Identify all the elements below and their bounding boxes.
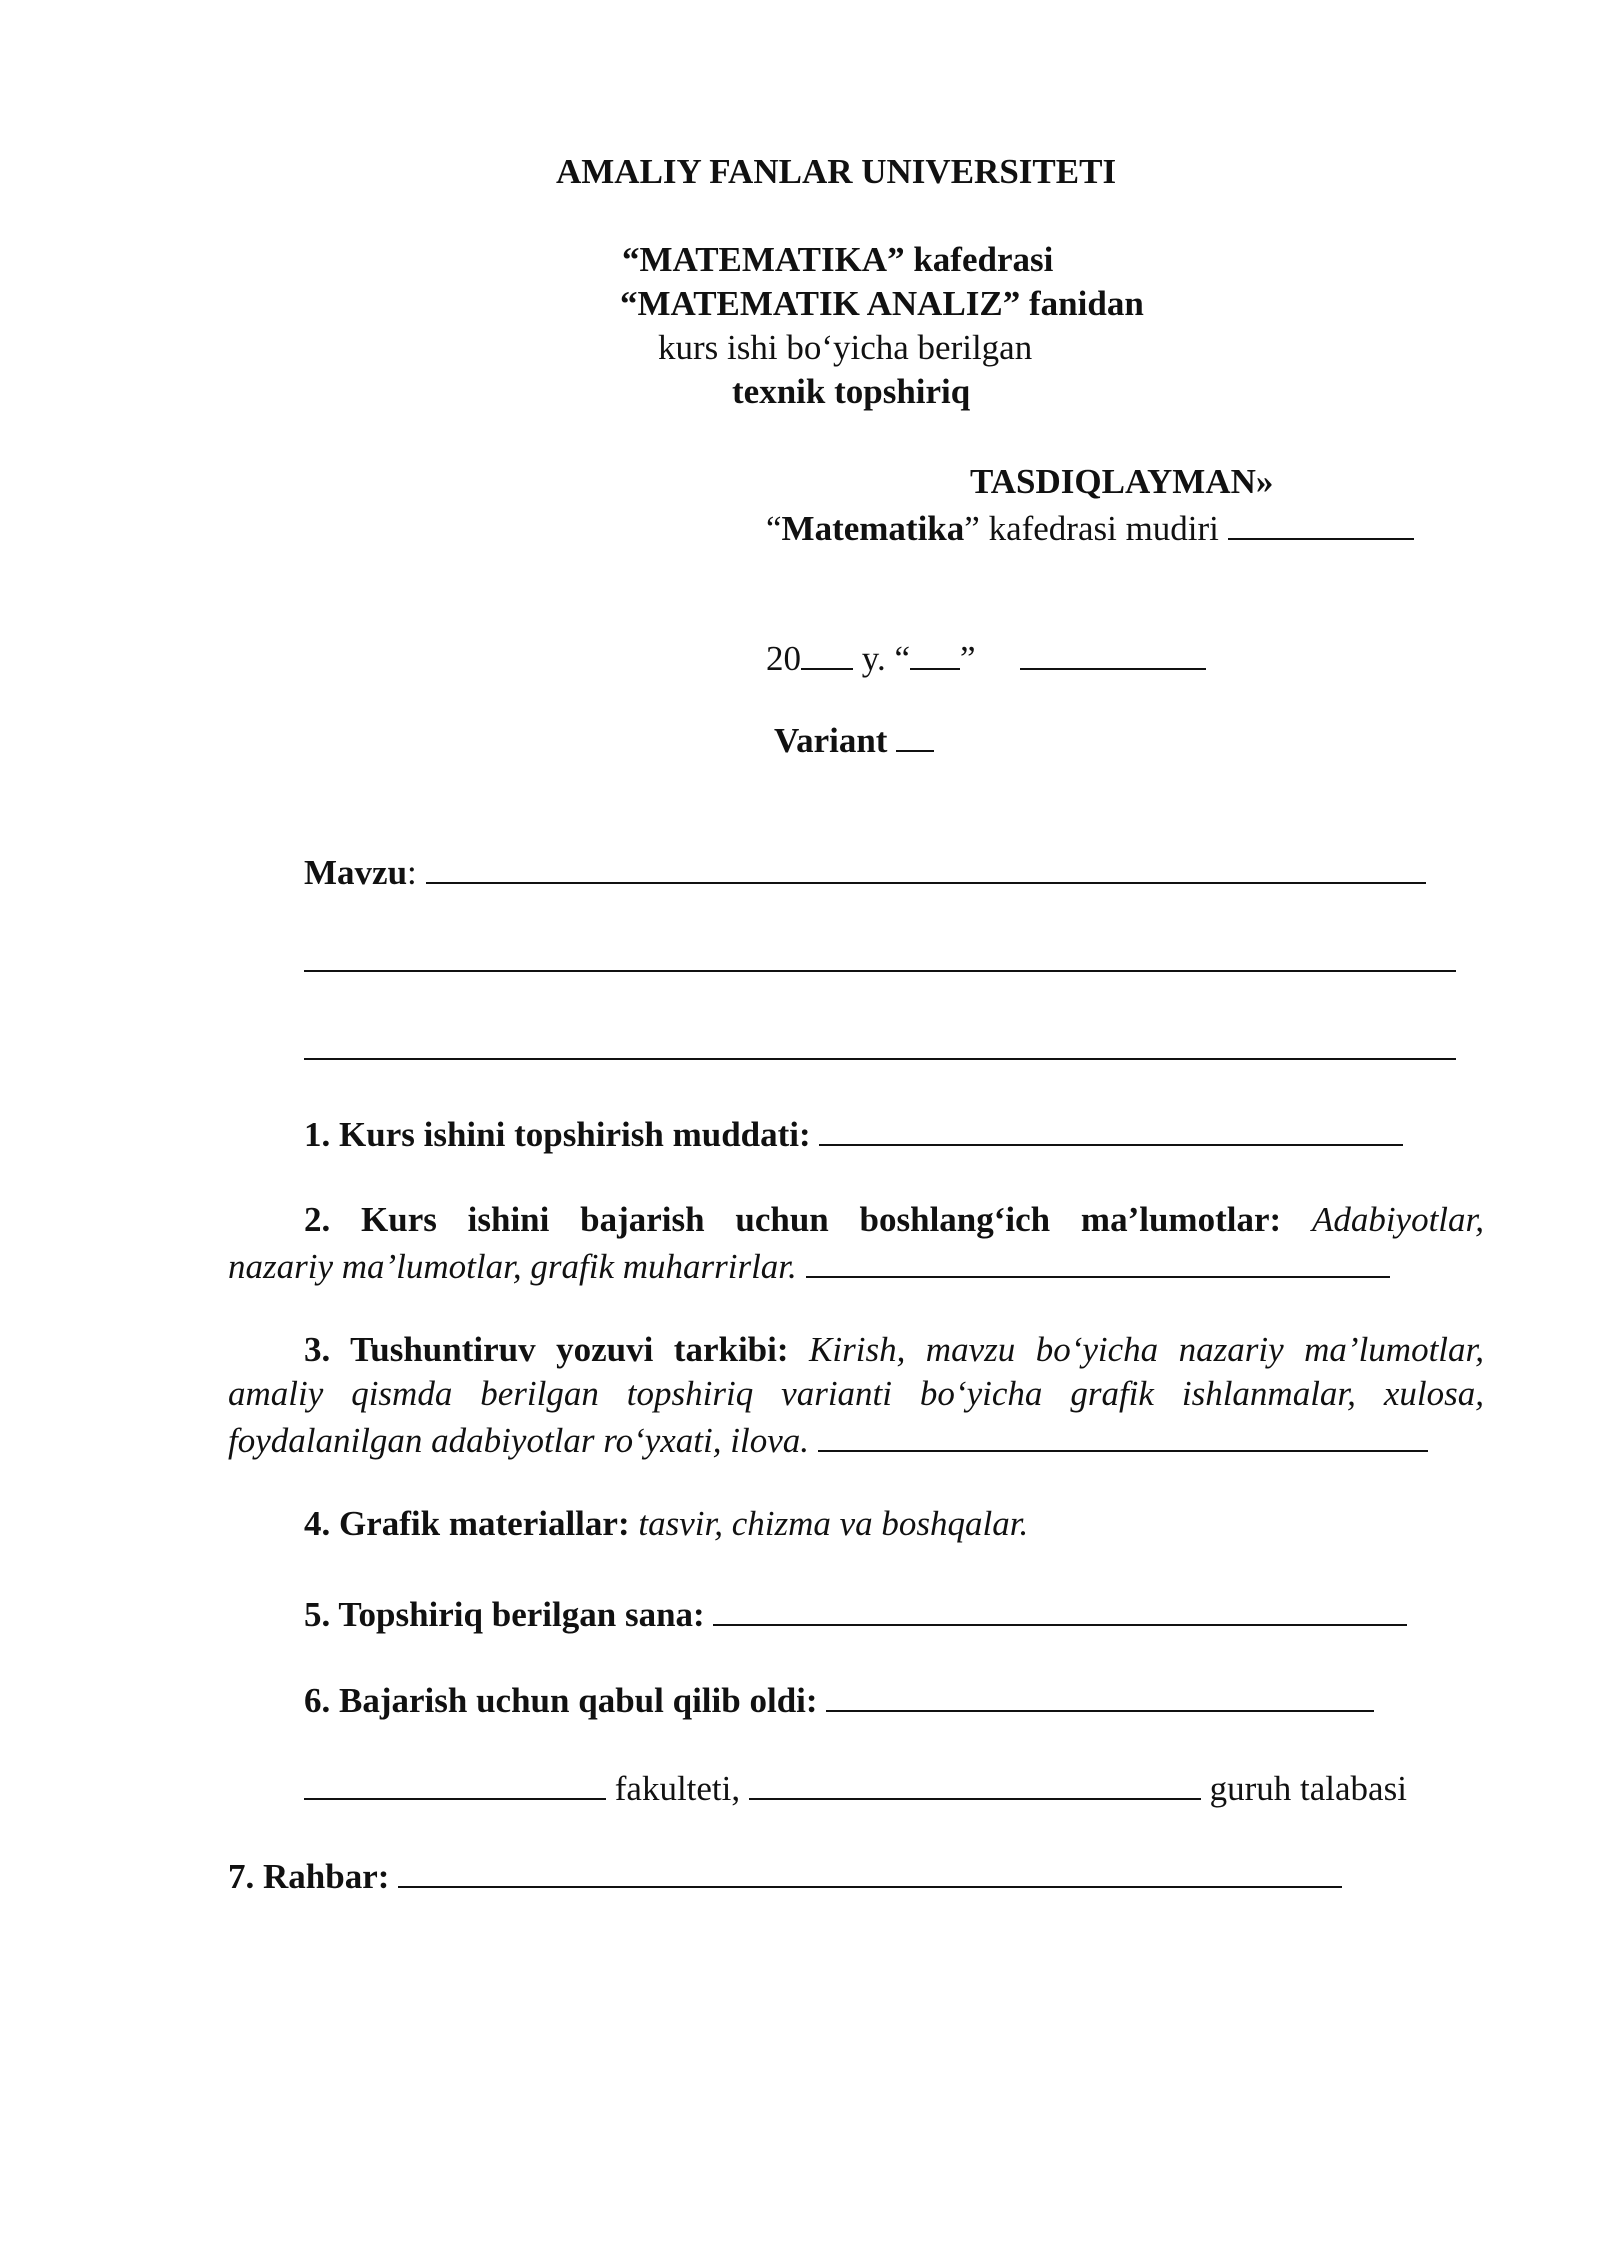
item-2-row-1	[228, 1198, 1484, 1242]
item-4-text: tasvir, chizma va boshqalar.	[638, 1504, 1029, 1543]
item-7-label: 7. Rahbar:	[228, 1857, 390, 1896]
item-4-label: 4. Grafik materiallar:	[304, 1504, 630, 1543]
item-3-blank[interactable]	[818, 1416, 1428, 1452]
faculty-label: fakulteti,	[614, 1769, 741, 1808]
day-blank[interactable]	[910, 634, 960, 670]
item-2-text-1: Adabiyotlar,	[1311, 1200, 1485, 1239]
item-6-label: 6. Bajarish uchun qabul qilib oldi:	[304, 1681, 818, 1720]
document-type: texnik topshiriq	[732, 372, 971, 411]
topic-blank-1[interactable]	[426, 848, 1426, 884]
date-prefix: 20	[766, 639, 801, 678]
approval-date	[766, 634, 1206, 681]
variant-label: Variant	[774, 721, 888, 760]
variant-blank[interactable]	[896, 716, 934, 752]
item-3-row-3	[228, 1416, 1484, 1463]
item-7	[228, 1852, 1342, 1899]
group-blank[interactable]	[749, 1764, 1201, 1800]
date-close-quote: ”	[960, 639, 976, 678]
signer-role: ” kafedrasi mudiri	[964, 509, 1219, 548]
item-2-text-2: nazariy ma’lumotlar, grafik muharrirlar.	[228, 1247, 797, 1286]
item-3-text-3: foydalanilgan adabiyotlar ro‘yxati, ilova.	[228, 1421, 809, 1460]
item-2-label: 2. Kurs ishini bajarish uchun boshlang‘ich ma’lumotlar:	[304, 1200, 1282, 1239]
item-7-blank[interactable]	[398, 1852, 1342, 1888]
item-3-row-1	[228, 1328, 1484, 1372]
item-3	[228, 1328, 1484, 1463]
course-work-line: kurs ishi bo‘yicha berilgan	[658, 328, 1033, 367]
item-1	[304, 1110, 1403, 1157]
item-1-blank[interactable]	[819, 1110, 1403, 1146]
subject-title: “MATEMATIK ANALIZ” fanidan	[620, 284, 1144, 323]
topic-blank-2[interactable]	[304, 970, 1456, 972]
item-5	[304, 1590, 1407, 1637]
department-name: Matematika	[781, 509, 965, 548]
item-3-text-1: Kirish, mavzu bo‘yicha nazariy ma’lumotlar,	[809, 1330, 1485, 1369]
year-blank[interactable]	[801, 634, 853, 670]
student-line	[304, 1764, 1407, 1811]
item-5-label: 5. Topshiriq berilgan sana:	[304, 1595, 705, 1634]
university-title: AMALIY FANLAR UNIVERSITETI	[556, 152, 1117, 191]
group-label: guruh talabasi	[1209, 1769, 1407, 1808]
faculty-blank[interactable]	[304, 1764, 606, 1800]
item-6-blank[interactable]	[826, 1676, 1374, 1712]
item-3-row-2	[228, 1372, 1484, 1416]
variant-line	[774, 716, 934, 763]
item-3-text-2: amaliy qismda berilgan topshiriq varianti bo‘yicha grafik ishlanmalar, xulosa,	[228, 1374, 1484, 1413]
item-2-row-2	[228, 1242, 1484, 1289]
item-2	[228, 1198, 1484, 1289]
date-year-suffix: y. “	[861, 639, 911, 678]
topic-colon: :	[407, 853, 417, 892]
item-5-blank[interactable]	[713, 1590, 1407, 1626]
approval-signer	[766, 504, 1414, 551]
topic-line	[304, 848, 1426, 895]
approval-title: TASDIQLAYMAN»	[970, 462, 1274, 501]
topic-label: Mavzu	[304, 853, 408, 892]
topic-blank-3[interactable]	[304, 1058, 1456, 1060]
open-quote: “	[766, 509, 782, 548]
item-1-label: 1. Kurs ishini topshirish muddati:	[304, 1115, 811, 1154]
department-title: “MATEMATIKA” kafedrasi	[622, 240, 1054, 279]
signature-blank[interactable]	[1228, 504, 1414, 540]
month-blank[interactable]	[1020, 634, 1206, 670]
item-6	[304, 1676, 1374, 1723]
item-3-label: 3. Tushuntiruv yozuvi tarkibi:	[304, 1330, 789, 1369]
item-4	[304, 1502, 1028, 1546]
item-2-blank[interactable]	[806, 1242, 1390, 1278]
